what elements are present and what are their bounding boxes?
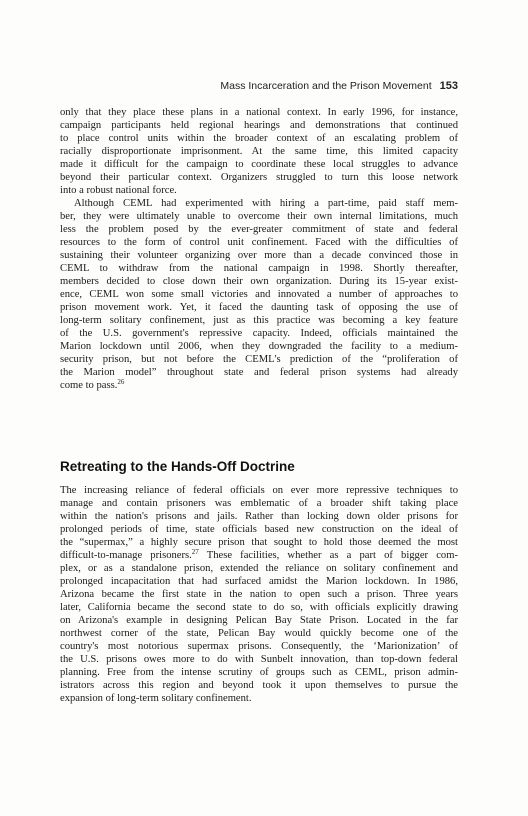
- text-line: made it difficult for the campaign to coordinate these local struggles to advance: [60, 159, 458, 170]
- text-line: country's most notorious supermax prisons. Consequently, the ‘Marionization’ of: [60, 641, 458, 652]
- text-line: expansion of long-term solitary confinement.: [60, 693, 252, 704]
- text-line: security prison, but not before the CEML's prediction of the “proliferation of: [60, 354, 458, 365]
- text-line: [60, 549, 458, 562]
- text-line: the “supermax,” a highly secure prison that sought to hold those deemed the most: [60, 537, 458, 548]
- text-fragment: These facilities, whether as a part of bigger com-: [198, 550, 458, 561]
- text-line: Arizona became the first state in the nation to open such a prison. Three years: [60, 589, 458, 600]
- text-line: on Arizona's example in designing Pelican Bay State Prison. Located in the far: [60, 615, 458, 626]
- text-line: less the problem posed by the ever-greater commitment of state and federal: [60, 224, 458, 235]
- text-line: long-term solitary confinement, just as this practice was becoming a key feature: [60, 315, 458, 326]
- text-line: CEML to withdraw from the national campaign in 1998. Shortly thereafter,: [60, 263, 458, 274]
- text-line: into a robust national force.: [60, 185, 177, 196]
- text-line: later, California became the second state to do so, with officials explicitly drawing: [60, 602, 458, 613]
- page-number: 153: [439, 80, 458, 92]
- text-line: istrators across this region and beyond took it upon themselves to pursue the: [60, 680, 458, 691]
- text-line: sustaining their volunteer organizing over more than a decade convinced those in: [60, 250, 458, 261]
- running-title: Mass Incarceration and the Prison Movement: [220, 80, 432, 92]
- text-line: ence, CEML won some small victories and innovated a number of approaches to: [60, 289, 458, 300]
- text-line: of the U.S. government's repressive capacity. Indeed, officials maintained the: [60, 328, 458, 339]
- text-line: racially disproportionate imprisonment. At the same time, this limited capacity: [60, 146, 458, 157]
- section-heading: Retreating to the Hands-Off Doctrine: [60, 459, 295, 474]
- text-line: members decided to close down their own organization. During its 15-year exist-: [60, 276, 458, 287]
- text-line: prolonged incapacitation that had surfaced amidst the Marion lockdown. In 1986,: [60, 576, 458, 587]
- text-line: manage and contain prisoners was emblematic of a broader shift taking place: [60, 498, 458, 509]
- text-line: prolonged periods of time, state officials based new construction on the ideal of: [60, 524, 458, 535]
- text-line: within the nation's prisons and jails. Rather than locking down older prisons for: [60, 511, 458, 522]
- text-line: the Marion model” throughout state and federal prison systems had already: [60, 367, 458, 378]
- footnote-ref: 26: [117, 379, 125, 386]
- text-line: to place control units within the broader context of an escalating problem of: [60, 133, 458, 144]
- text-line: ber, they were ultimately unable to overcome their own internal limitations, much: [60, 211, 458, 222]
- text-line: the U.S. prisons owes more to do with Sunbelt innovation, than top-down federal: [60, 654, 458, 665]
- text-fragment: difficult-to-manage prisoners.: [60, 550, 192, 561]
- paragraph-continued: [60, 106, 458, 197]
- text-fragment: come to pass.: [60, 380, 118, 391]
- text-line: northwest corner of the state, Pelican Bay would quickly become one of the: [60, 628, 458, 639]
- running-header: [60, 80, 458, 96]
- text-line: resources to the form of control unit confinement. Faced with the difficulties of: [60, 237, 458, 248]
- text-line: campaign participants held regional hearings and demonstrations that continued: [60, 120, 458, 131]
- text-line: planning. Free from the intense scrutiny of groups such as CEML, prison admin-: [60, 667, 458, 678]
- paragraph-ceml: [60, 197, 458, 392]
- text-line: prison movement work. Yet, it faced the daunting task of opposing the use of: [60, 302, 458, 313]
- text-line: [60, 379, 458, 392]
- paragraph-hands-off: [60, 484, 458, 705]
- text-line: The increasing reliance of federal officials on ever more repressive techniques to: [60, 485, 458, 496]
- text-line: plex, or as a standalone prison, extended the reliance on solitary confinement and: [60, 563, 458, 574]
- text-line: Marion lockdown until 2006, when they downgraded the facility to a medium-: [60, 341, 458, 352]
- text-line: beyond their particular context. Organizers struggled to turn this loose network: [60, 172, 458, 183]
- text-line: Although CEML had experimented with hiring a part-time, paid staff mem-: [74, 198, 458, 209]
- footnote-ref: 27: [191, 549, 199, 556]
- text-line: only that they place these plans in a national context. In early 1996, for instance,: [60, 107, 458, 118]
